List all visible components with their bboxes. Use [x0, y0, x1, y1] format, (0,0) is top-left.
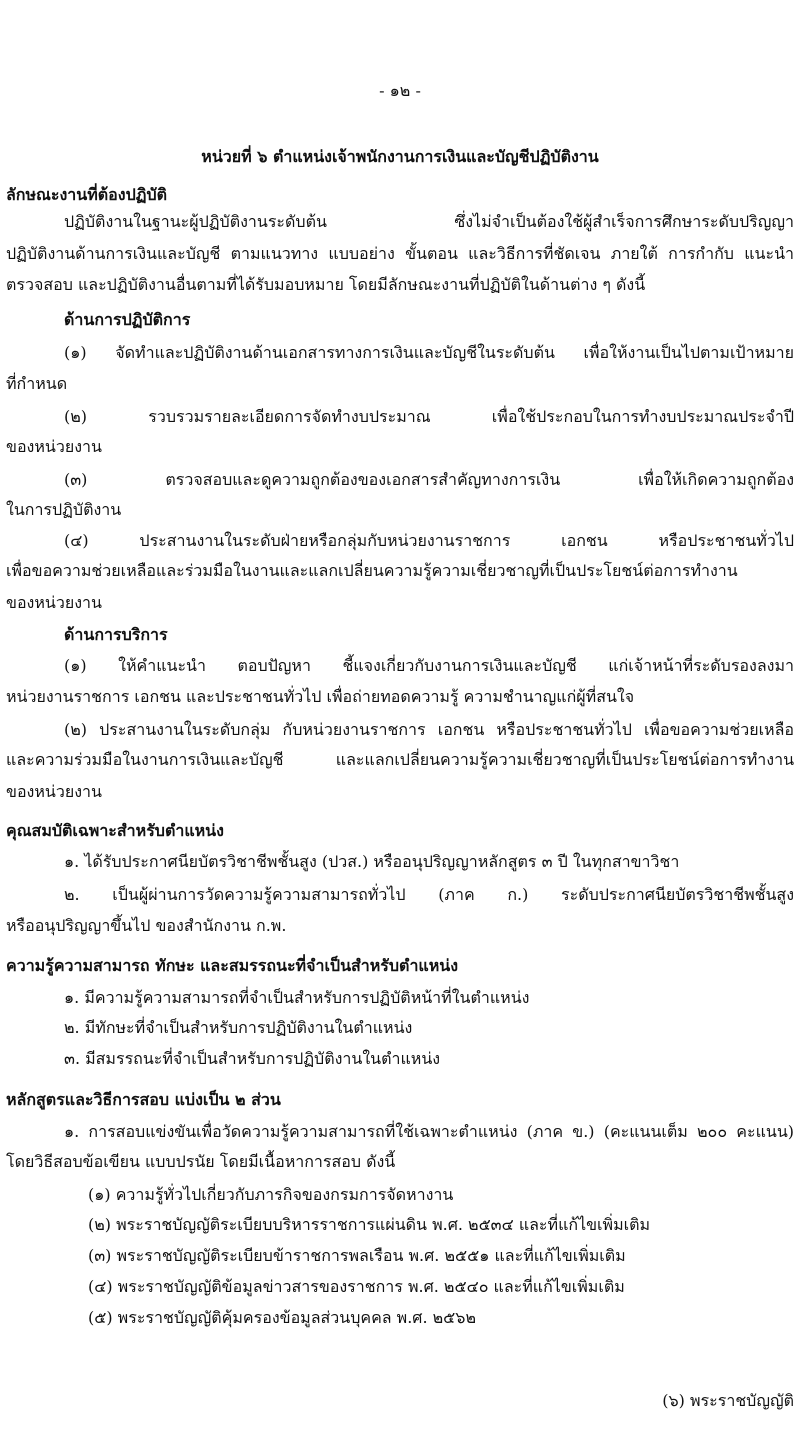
list-item-cont: ที่กำหนด [6, 374, 68, 393]
list-item: ๑. ได้รับประกาศนียบัตรวิชาชีพชั้นสูง (ปวส.) หรืออนุปริญญาหลักสูตร ๓ ปี ในทุกสาขาวิชา [64, 852, 680, 871]
paragraph-line: ปฏิบัติงานในฐานะผู้ปฏิบัติงานระดับต้น ซึ่งไม่จำเป็นต้องใช้ผู้สำเร็จการศึกษาระดับปริญญา [64, 212, 794, 231]
list-item-cont: โดยวิธีสอบข้อเขียน แบบปรนัย โดยมีเนื้อหาการสอบ ดังนี้ [6, 1152, 396, 1171]
section-heading-skills: ความรู้ความสามารถ ทักษะ และสมรรถนะที่จำเป็นสำหรับตำแหน่ง [6, 956, 459, 975]
page-number: - ๑๒ - [379, 81, 421, 100]
subheading-operations: ด้านการปฏิบัติการ [64, 310, 191, 329]
list-item-cont: ในการปฏิบัติงาน [6, 500, 122, 519]
list-item: (๑) ให้คำแนะนำ ตอบปัญหา ชี้แจงเกี่ยวกับงานการเงินและบัญชี แก่เจ้าหน้าที่ระดับรองลงมา [64, 656, 794, 675]
list-item: ๑. การสอบแข่งขันเพื่อวัดความรู้ความสามารถที่ใช้เฉพาะตำแหน่ง (ภาค ข.) (คะแนนเต็ม ๒๐๐ คะแนน) [64, 1122, 794, 1141]
list-item-cont: ของหน่วยงาน [6, 593, 102, 612]
paragraph-line: ตรวจสอบ และปฏิบัติงานอื่นตามที่ได้รับมอบหมาย โดยมีลักษณะงานที่ปฏิบัติในด้านต่าง ๆ ดังนี้ [6, 275, 646, 294]
exam-topic-item: (๓) พระราชบัญญัติระเบียบข้าราชการพลเรือน พ.ศ. ๒๕๕๑ และที่แก้ไขเพิ่มเติม [88, 1246, 626, 1265]
list-item-cont: หรืออนุปริญญาขึ้นไป ของสำนักงาน ก.พ. [6, 916, 287, 935]
list-item-cont: หน่วยงานราชการ เอกชน และประชาชนทั่วไป เพื่อถ่ายทอดความรู้ ความชำนาญแก่ผู้ที่สนใจ [6, 687, 635, 706]
list-item-cont: ของหน่วยงาน [6, 437, 102, 456]
list-item: ๒. มีทักษะที่จำเป็นสำหรับการปฏิบัติงานในตำแหน่ง [64, 1018, 413, 1037]
list-item: (๒) รวบรวมรายละเอียดการจัดทำงบประมาณ เพื่อใช้ประกอบในการทำงบประมาณประจำปี [64, 407, 794, 426]
page-title: หน่วยที่ ๖ ตำแหน่งเจ้าพนักงานการเงินและบัญชีปฏิบัติงาน [201, 147, 599, 166]
section-heading-duties: ลักษณะงานที่ต้องปฏิบัติ [6, 185, 168, 204]
list-item: (๔) ประสานงานในระดับฝ่ายหรือกลุ่มกับหน่วยงานราชการ เอกชน หรือประชาชนทั่วไป [64, 531, 794, 550]
exam-topic-item: (๑) ความรู้ทั่วไปเกี่ยวกับภารกิจของกรมการจัดหางาน [88, 1185, 454, 1204]
list-item: ๒. เป็นผู้ผ่านการวัดความรู้ความสามารถทั่วไป (ภาค ก.) ระดับประกาศนียบัตรวิชาชีพชั้นสูง [64, 885, 794, 904]
list-item-cont: เพื่อขอความช่วยเหลือและร่วมมือในงานและแลกเปลี่ยนความรู้ความเชี่ยวชาญที่เป็นประโยชน์ต่อการทำงาน [6, 561, 738, 580]
list-item-cont: ของหน่วยงาน [6, 782, 102, 801]
exam-topic-item: (๒) พระราชบัญญัติระเบียบบริหารราชการแผ่นดิน พ.ศ. ๒๕๓๔ และที่แก้ไขเพิ่มเติม [88, 1215, 651, 1234]
section-heading-exam: หลักสูตรและวิธีการสอบ แบ่งเป็น ๒ ส่วน [6, 1090, 281, 1109]
list-item: ๓. มีสมรรถนะที่จำเป็นสำหรับการปฏิบัติงานในตำแหน่ง [64, 1049, 441, 1068]
section-heading-qualifications: คุณสมบัติเฉพาะสำหรับตำแหน่ง [6, 821, 224, 840]
list-item-cont: และความร่วมมือในงานการเงินและบัญชี และแลกเปลี่ยนความรู้ความเชี่ยวชาญที่เป็นประโยชน์ต่อการทำงาน [6, 750, 794, 769]
continuation-note: (๖) พระราชบัญญัติ [662, 1391, 794, 1410]
exam-topic-item: (๕) พระราชบัญญัติคุ้มครองข้อมูลส่วนบุคคล พ.ศ. ๒๕๖๒ [88, 1308, 476, 1327]
exam-topic-item: (๔) พระราชบัญญัติข้อมูลข่าวสารของราชการ พ.ศ. ๒๕๔๐ และที่แก้ไขเพิ่มเติม [88, 1277, 625, 1296]
subheading-service: ด้านการบริการ [64, 625, 168, 644]
list-item: (๑) จัดทำและปฏิบัติงานด้านเอกสารทางการเงินและบัญชีในระดับต้น เพื่อให้งานเป็นไปตามเป้าหมาย [64, 343, 794, 362]
list-item: ๑. มีความรู้ความสามารถที่จำเป็นสำหรับการปฏิบัติหน้าที่ในตำแหน่ง [64, 988, 530, 1007]
list-item: (๒) ประสานงานในระดับกลุ่ม กับหน่วยงานราชการ เอกชน หรือประชาชนทั่วไป เพื่อขอความช่วยเหลือ [64, 720, 794, 739]
paragraph-line: ปฏิบัติงานด้านการเงินและบัญชี ตามแนวทาง แบบอย่าง ขั้นตอน และวิธีการที่ชัดเจน ภายใต้ การกำกับ แนะนำ [6, 244, 794, 263]
list-item: (๓) ตรวจสอบและดูความถูกต้องของเอกสารสำคัญทางการเงิน เพื่อให้เกิดความถูกต้อง [64, 470, 794, 489]
